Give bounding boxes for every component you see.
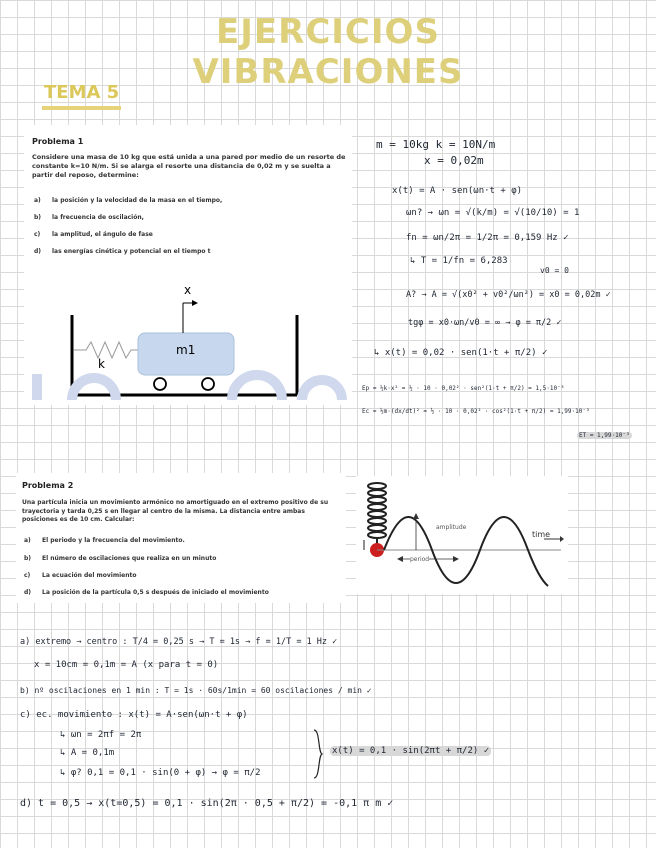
solution1-line-7: v0 = 0 [540, 266, 569, 275]
period-label: period [410, 556, 430, 563]
solution2-c: c) ec. movimiento : x(t) = A·sen(ωn·t + φ) [20, 710, 248, 720]
page-subtitle: TEMA 5 [42, 82, 121, 110]
solution1-line-3: x(t) = A · sen(ωn·t + φ) [392, 186, 523, 196]
problem2-item-c: c) La ecuación del movimiento [24, 572, 137, 579]
solution1-line-6: ↳ T = 1/fn = 6,283 [410, 256, 508, 266]
figure-x-label: x [184, 283, 192, 297]
problem2-card [16, 473, 346, 603]
problem1-item-c: c) la amplitud, el ángulo de fase [34, 231, 153, 238]
problem1-card [24, 125, 352, 405]
problem1-title: Problema 1 [32, 137, 84, 146]
watermark-logo [32, 368, 352, 402]
figure-spring-label: k [98, 357, 105, 371]
solution2-c2: ↳ A = 0,1m [60, 748, 115, 758]
problem1-item-b: b) la frecuencia de oscilación, [34, 214, 144, 221]
brace-icon [312, 728, 324, 780]
problem2-item-d: d) La posición de la partícula 0,5 s después de iniciado el movimiento [24, 589, 269, 596]
solution1-line-12: Ec = ½m·(dx/dt)² = ½ · 10 · 0,02² · cos²(1·t + π/2) = 1,99·10⁻³ [362, 408, 590, 415]
problem1-item-d: d) las energías cinética y potencial en el tiempo t [34, 248, 211, 255]
page-title: EJERCICIOS VIBRACIONES [192, 12, 464, 92]
solution2-c3: ↳ φ? 0,1 = 0,1 · sin(0 + φ) → φ = π/2 [60, 768, 261, 778]
solution1-line-4: ωn? → ωn = √(k/m) = √(10/10) = 1 [406, 208, 580, 218]
solution1-line-9: tgφ = x0·ωn/v0 = ∞ → φ = π/2 ✓ [408, 318, 562, 328]
solution1-total-energy: ET = 1,99·10⁻³ [579, 432, 630, 439]
problem1-statement: Considere una masa de 10 kg que está unida a una pared por medio de un resorte de constante k=10 N/m. Si se alarga el resorte una distancia de 0,02 m y se suelta a partir del reposo, determine: [32, 153, 346, 179]
solution2-c-result: x(t) = 0,1 · sin(2πt + π/2) ✓ [332, 746, 490, 756]
solution2-d: d) t = 0,5 → x(t=0,5) = 0,1 · sin(2π · 0,5 + π/2) = -0,1 π m ✓ [20, 798, 394, 809]
solution2-a2: x = 10cm = 0,1m = A (x para t = 0) [34, 660, 219, 670]
solution2-a: a) extremo → centro : T/4 = 0,25 s → T = 1s → f = 1/T = 1 Hz ✓ [20, 637, 338, 647]
problem1-item-a: a) la posición y la velocidad de la masa en el tiempo, [34, 197, 223, 204]
problem2-item-b: b) El número de oscilaciones que realiza en un minuto [24, 555, 217, 562]
solution1-line-1: m = 10kg k = 10N/m [376, 138, 496, 151]
problem2-item-a: a) El periodo y la frecuencia del movimiento. [24, 537, 185, 544]
figure-mass-label: m1 [176, 343, 196, 357]
amplitude-label: amplitude [436, 524, 467, 531]
solution1-line-11: Ep = ½k·x² = ½ · 10 · 0,02² · sen²(1·t + π/2) = 1,5·10⁻³ [362, 385, 565, 392]
solution1-line-2: x = 0,02m [424, 154, 484, 167]
solution1-line-5: fn = ωn/2π = 1/2π = 0,159 Hz ✓ [406, 233, 569, 243]
spring-wave-figure [356, 476, 568, 594]
solution1-line-8: A? → A = √(x0² + v0²/ωn²) = x0 = 0,02m ✓ [406, 290, 611, 300]
solution2-c1: ↳ ωn = 2πf = 2π [60, 730, 142, 740]
solution2-b: b) nº oscilaciones en 1 min : T = 1s · 60s/1min = 60 oscilaciones / min ✓ [20, 686, 372, 695]
time-label: time [532, 530, 551, 539]
problem2-title: Problema 2 [22, 481, 74, 490]
solution1-line-10: ↳ x(t) = 0,02 · sen(1·t + π/2) ✓ [374, 348, 548, 358]
problem2-statement: Una partícula inicia un movimiento armónico no amortiguado en el extremo positivo de su trayectoria y tarda 0,25 s en llegar al centro de la misma. La distancia entre ambas posiciones es de 10 cm. Calcular: [22, 499, 329, 523]
